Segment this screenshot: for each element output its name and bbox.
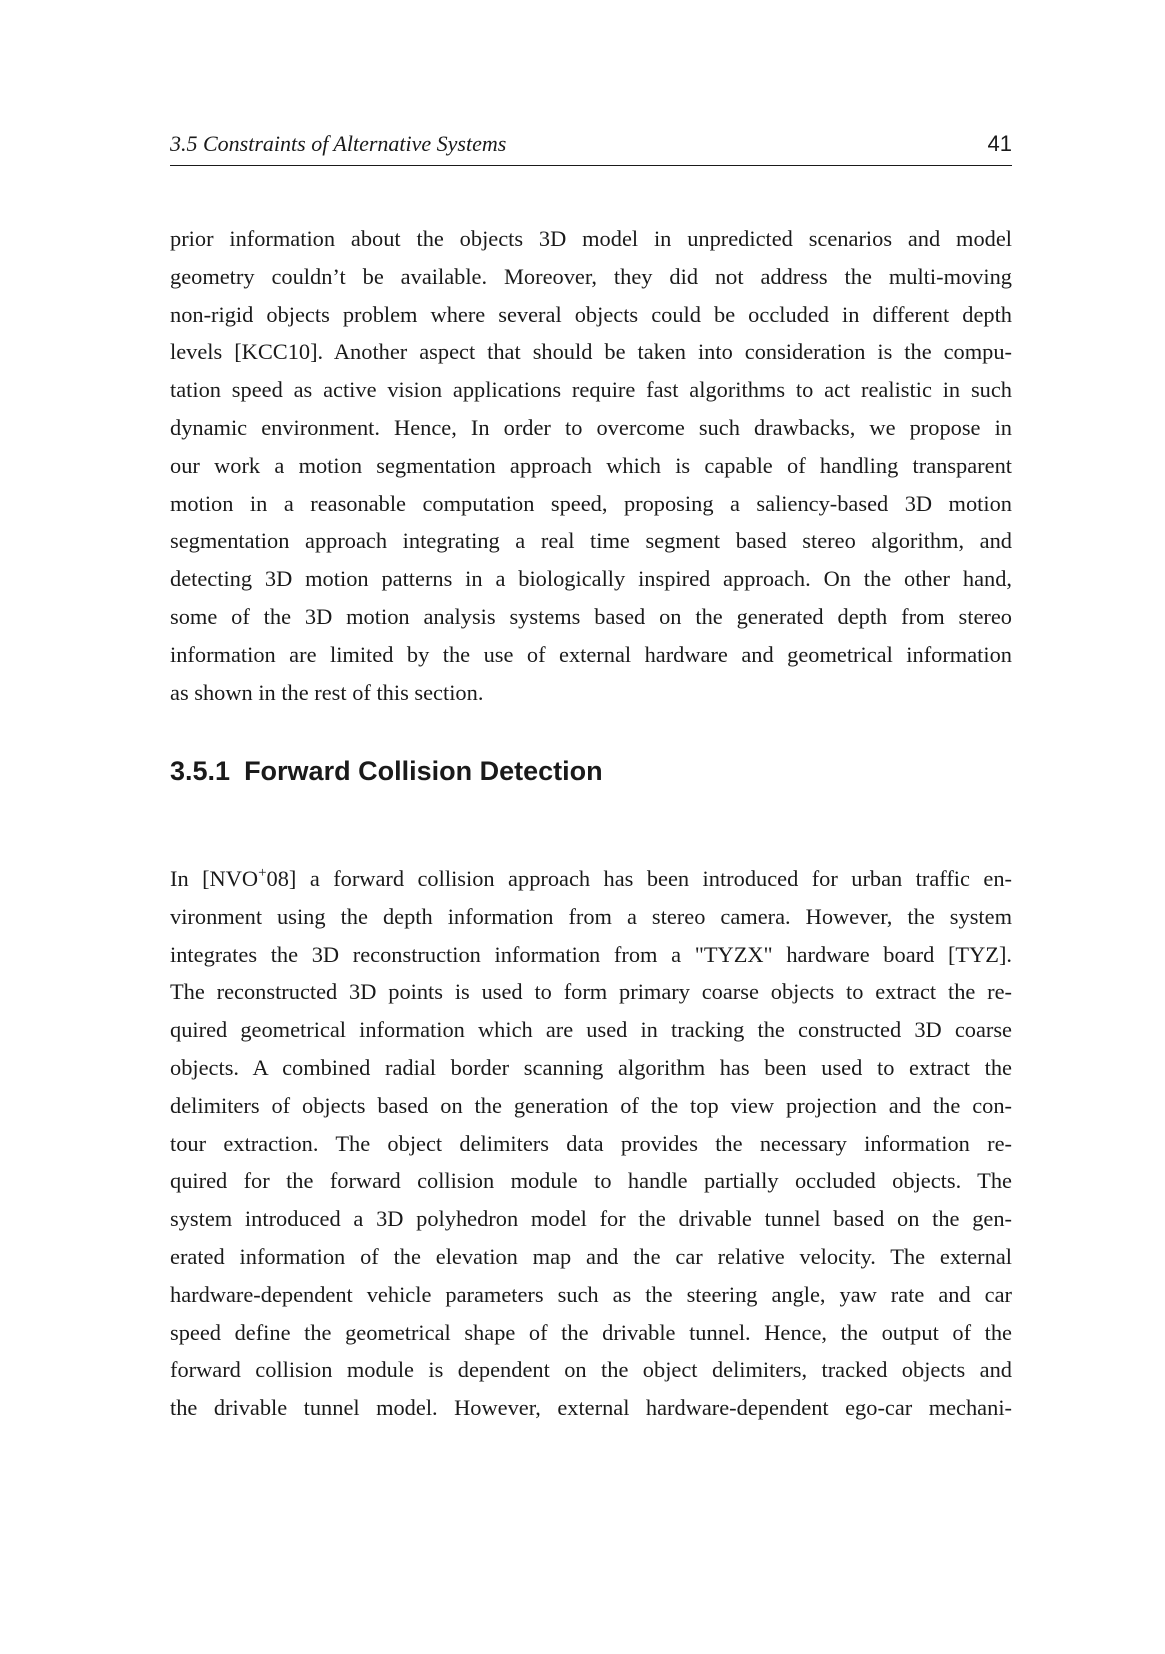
text-line: delimiters of objects based on the generation of the top view projection and the con- <box>170 1092 1012 1118</box>
text-line: the drivable tunnel model. However, external hardware-dependent ego-car mechani- <box>170 1395 1012 1421</box>
text-line: segmentation approach integrating a real time segment based stereo algorithm, and <box>170 528 1012 554</box>
text-line: forward collision module is dependent on the object delimiters, tracked objects and <box>170 1357 1012 1383</box>
body-paragraph-1 <box>170 220 1012 711</box>
page-header <box>170 126 1012 166</box>
citation-prefix: In [NVO <box>170 866 259 891</box>
text-line: prior information about the objects 3D model in unpredicted scenarios and model <box>170 226 1012 251</box>
text-line-with-citation <box>170 860 1012 898</box>
text-line: objects. A combined radial border scanning algorithm has been used to extract the <box>170 1054 1012 1080</box>
text-line: system introduced a 3D polyhedron model for the drivable tunnel based on the gen- <box>170 1206 1012 1232</box>
citation-superscript: + <box>258 865 267 881</box>
text-line: our work a motion segmentation approach which is capable of handling transparent <box>170 452 1012 478</box>
text-line: as shown in the rest of this section. <box>170 679 484 705</box>
text-line: information are limited by the use of external hardware and geometrical information <box>170 641 1012 667</box>
text-line: non-rigid objects problem where several objects could be occluded in different depth <box>170 301 1012 327</box>
text-line: levels [KCC10]. Another aspect that should be taken into consideration is the compu- <box>170 339 1012 365</box>
text-line: tour extraction. The object delimiters data provides the necessary information re- <box>170 1130 1012 1156</box>
section-title: Forward Collision Detection <box>244 756 603 786</box>
text-line: quired geometrical information which are used in tracking the constructed 3D coarse <box>170 1017 1012 1043</box>
text-line: integrates the 3D reconstruction information from a "TYZX" hardware board [TYZ]. <box>170 941 1012 967</box>
text-line: dynamic environment. Hence, In order to overcome such drawbacks, we propose in <box>170 414 1012 440</box>
section-number: 3.5.1 <box>170 756 231 786</box>
body-paragraph-2 <box>170 860 1012 1427</box>
text-line: erated information of the elevation map and the car relative velocity. The external <box>170 1243 1012 1269</box>
section-heading <box>170 754 603 788</box>
citation-rest: 08] a forward collision approach has been introduced for urban traffic en- <box>266 866 1012 891</box>
text-line: some of the 3D motion analysis systems based on the generated depth from stereo <box>170 603 1012 629</box>
text-line: geometry couldn’t be available. Moreover, they did not address the multi-moving <box>170 263 1012 289</box>
text-line: quired for the forward collision module to handle partially occluded objects. The <box>170 1168 1012 1194</box>
running-head: 3.5 Constraints of Alternative Systems <box>170 131 507 156</box>
text-line: speed define the geometrical shape of the drivable tunnel. Hence, the output of the <box>170 1319 1012 1345</box>
text-line: hardware-dependent vehicle parameters such as the steering angle, yaw rate and car <box>170 1281 1012 1307</box>
text-line: The reconstructed 3D points is used to form primary coarse objects to extract the re- <box>170 979 1012 1005</box>
text-line: tation speed as active vision applications require fast algorithms to act realistic in such <box>170 377 1012 403</box>
text-line: vironment using the depth information from a stereo camera. However, the system <box>170 903 1012 929</box>
text-line: detecting 3D motion patterns in a biologically inspired approach. On the other hand, <box>170 566 1012 592</box>
text-line: motion in a reasonable computation speed, proposing a saliency-based 3D motion <box>170 490 1012 516</box>
page-number: 41 <box>987 131 1012 156</box>
